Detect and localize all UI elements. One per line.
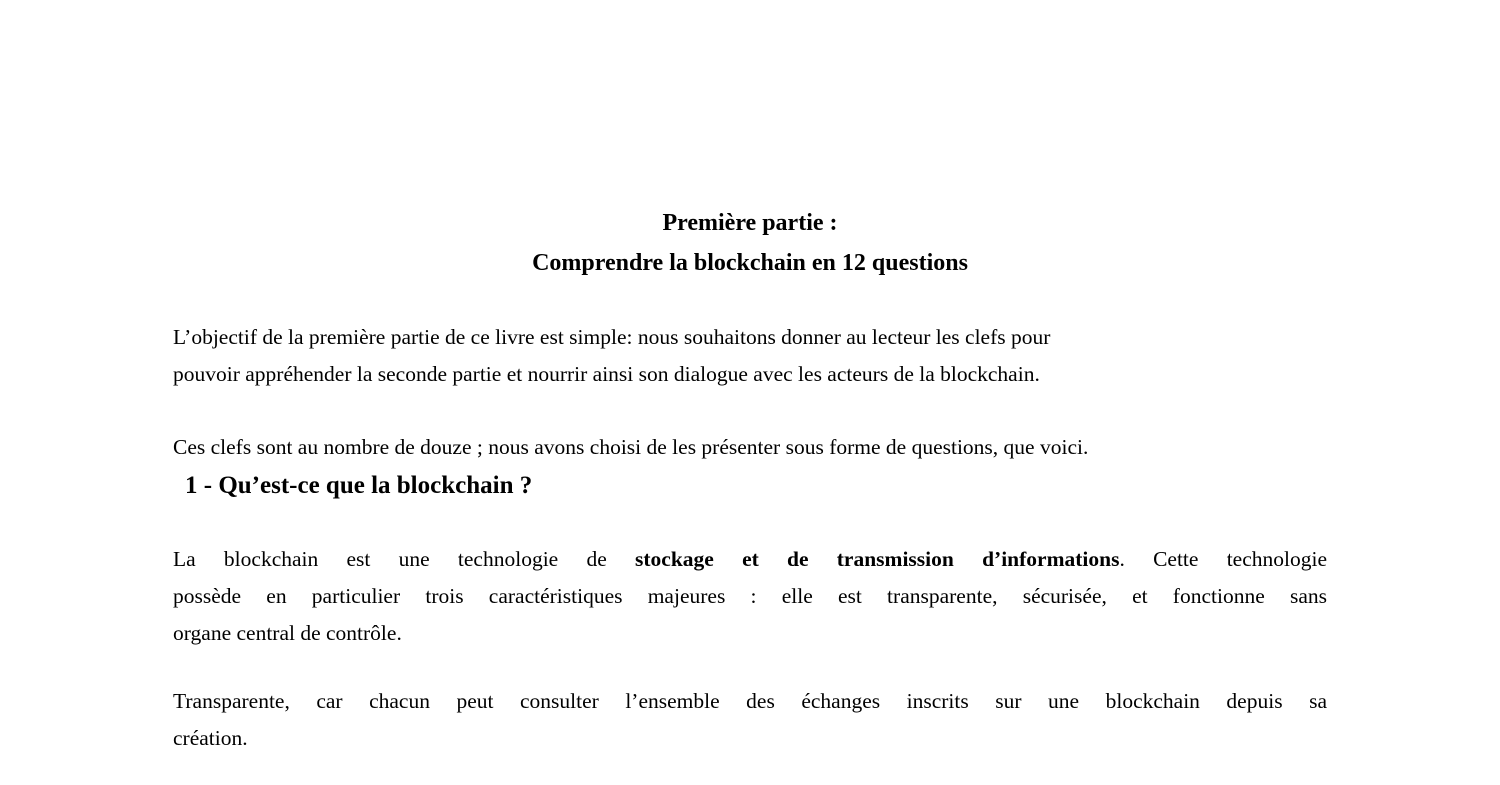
intro-paragraph-2 — [173, 429, 1327, 466]
text-line — [173, 541, 1327, 578]
bold-text-segment: stockage et de transmission d’informations — [635, 547, 1120, 571]
section-heading-question-1: 1 - Qu’est-ce que la blockchain ? — [185, 472, 533, 499]
title-line-1: Première partie : — [662, 210, 838, 236]
text-segment: La blockchain est une technologie de — [173, 547, 635, 571]
section-paragraph-1 — [173, 541, 1327, 652]
text-line: organe central de contrôle. — [173, 621, 402, 645]
document-title — [173, 203, 1327, 283]
title-line-2: Comprendre la blockchain en 12 questions — [532, 250, 968, 276]
section-paragraph-2 — [173, 683, 1327, 757]
text-line: création. — [173, 726, 248, 750]
text-line: L’objectif de la première partie de ce livre est simple: nous souhaitons donner au lecteur les clefs pour — [173, 325, 1051, 349]
text-line: Ces clefs sont au nombre de douze ; nous avons choisi de les présenter sous forme de questions, que voici. — [173, 435, 1089, 459]
text-line: pouvoir appréhender la seconde partie et nourrir ainsi son dialogue avec les acteurs de la blockchain. — [173, 362, 1040, 386]
text-line: possède en particulier trois caractéristiques majeures : elle est transparente, sécurisée, et fonctionne sans — [173, 584, 1327, 608]
text-line: Transparente, car chacun peut consulter l’ensemble des échanges inscrits sur une blockchain depuis sa — [173, 689, 1327, 713]
text-segment: . Cette technologie — [1119, 547, 1327, 571]
intro-paragraph-1 — [173, 319, 1327, 393]
document-page — [173, 0, 1327, 757]
